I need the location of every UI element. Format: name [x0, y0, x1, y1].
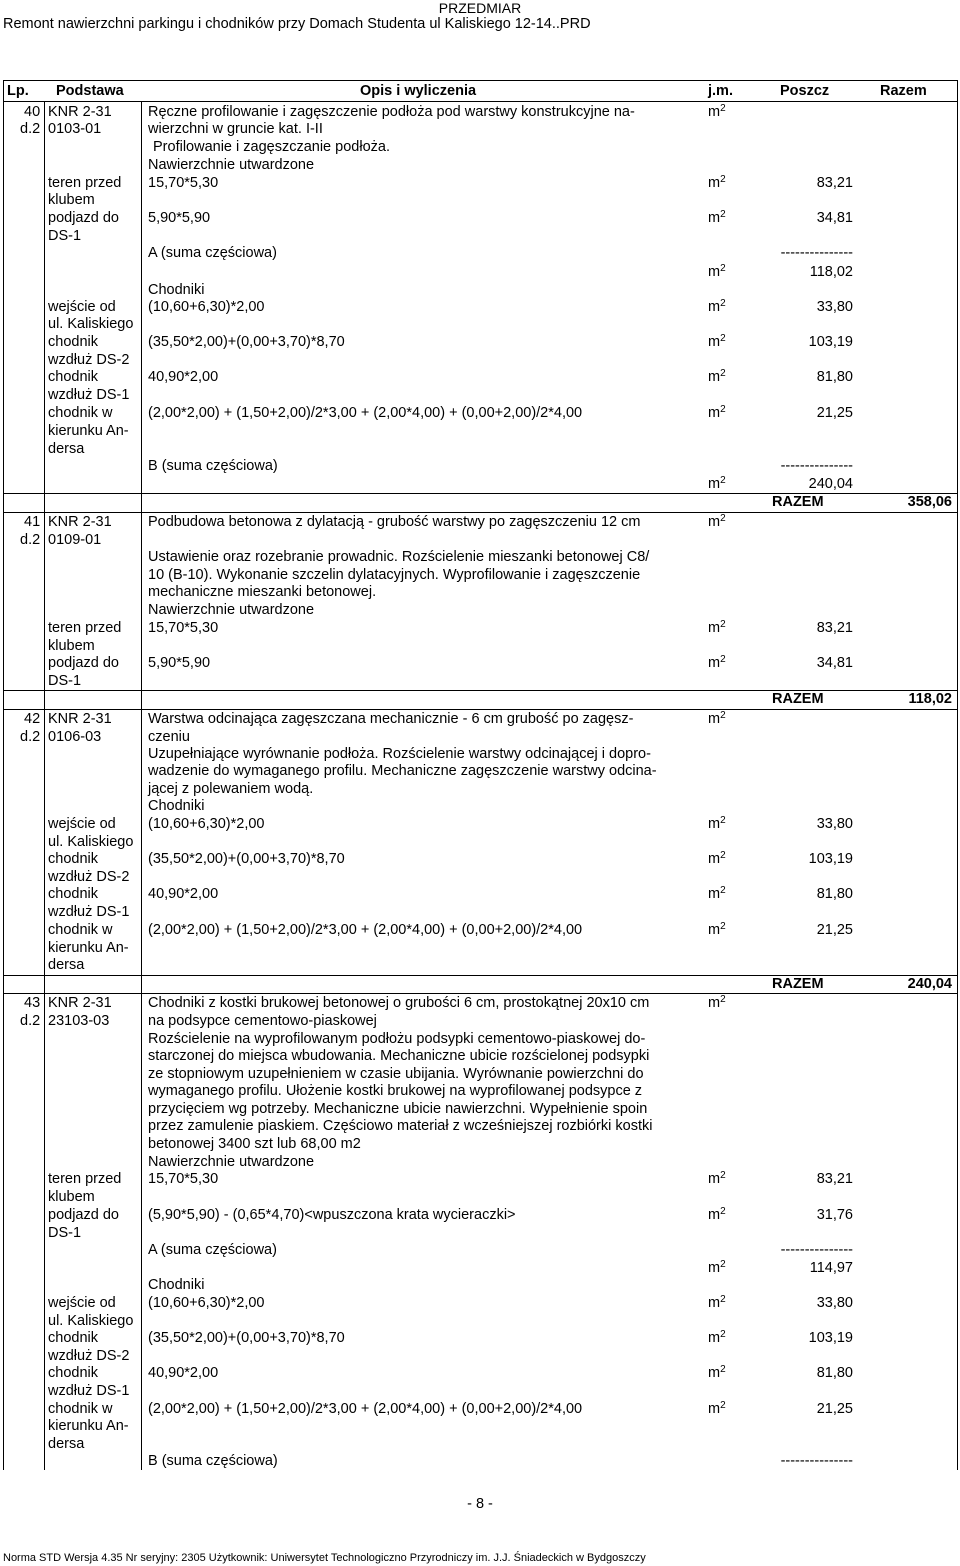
partial-value: 81,80 [816, 1365, 853, 1381]
partial-value: 21,25 [816, 1401, 853, 1417]
location-label: wzdłuż DS-2 [48, 352, 130, 368]
description: mechaniczne mieszanki betonowej. [148, 584, 377, 600]
calculation: 40,90*2,00 [148, 1365, 219, 1381]
description: Chodniki z kostki brukowej betonowej o grubości 6 cm, prostokątnej 20x10 cm [148, 995, 650, 1011]
subtotal-value: 240,04 [808, 476, 853, 492]
location-label: wejście od [48, 299, 116, 315]
subtotal-value: 114,97 [809, 1260, 853, 1276]
description: Profilowanie i zagęszczanie podłoża. [153, 139, 390, 155]
item-sub: d.2 [20, 121, 41, 137]
basis-number: 0103-01 [48, 121, 102, 137]
subtotal-label: B (suma częściowa) [148, 1453, 278, 1469]
total-value: 118,02 [908, 691, 952, 707]
col-header-podstawa: Podstawa [56, 83, 124, 99]
description: starczonej do miejsca wbudowania. Mechaniczne ubicie rozścielonej podsypki [148, 1048, 650, 1064]
unit-label: $m^2$ [708, 1400, 726, 1417]
partial-value: 21,25 [816, 922, 853, 938]
location-label: dersa [48, 957, 85, 973]
unit-label: $m^2$ [708, 850, 726, 867]
location-label: ul. Kaliskiego [48, 834, 134, 850]
item-number: 42 [24, 711, 41, 727]
location-label: teren przed [48, 1171, 122, 1187]
location-label: dersa [48, 441, 85, 457]
location-label: klubem [48, 1189, 95, 1205]
location-label: wzdłuż DS-1 [48, 904, 130, 920]
unit-label: $m^2$ [708, 475, 726, 492]
location-label: dersa [48, 1436, 85, 1452]
item-separator [3, 512, 958, 513]
subtotal-dashes: --------------- [780, 245, 853, 261]
location-label: chodnik w [48, 1401, 113, 1417]
calculation: 15,70*5,30 [148, 620, 219, 636]
document-title: Remont nawierzchni parkingu i chodników przy Domach Studenta ul Kaliskiego 12-14..PRD [3, 16, 591, 32]
unit-label: $m^2$ [708, 994, 726, 1011]
subtotal-dashes: --------------- [780, 1453, 853, 1469]
calculation: (10,60+6,30)*2,00 [148, 1295, 265, 1311]
location-label: chodnik [48, 369, 98, 385]
total-value: 240,04 [907, 976, 952, 992]
location-label: podjazd do [48, 210, 119, 226]
header-top-rule [3, 80, 958, 81]
item-number: 41 [24, 514, 41, 530]
partial-value: 83,21 [816, 1171, 853, 1187]
partial-value: 81,80 [816, 369, 853, 385]
description: na podsypce cementowo-piaskowej [148, 1013, 377, 1029]
partial-value: 103,19 [808, 851, 853, 867]
location-label: klubem [48, 192, 95, 208]
location-label: podjazd do [48, 655, 119, 671]
section-label: Chodniki [148, 1277, 205, 1293]
item-sub: d.2 [20, 729, 41, 745]
calculation: (35,50*2,00)+(0,00+3,70)*8,70 [148, 851, 345, 867]
unit-label: $m^2$ [708, 710, 726, 727]
right-border [957, 80, 958, 1470]
location-label: kierunku An- [48, 423, 129, 439]
calculation: (2,00*2,00) + (1,50+2,00)/2*3,00 + (2,00*4,00) + (0,00+2,00)/2*4,00 [148, 405, 583, 421]
item-separator [3, 709, 958, 710]
basis-code: KNR 2-31 [48, 104, 112, 120]
page-number: - 8 - [467, 1496, 493, 1512]
unit-label: $m^2$ [708, 1170, 726, 1187]
col-divider-lp [44, 101, 45, 1470]
description: Uzupełniające wyrównanie podłoża. Rozścielenie warstwy odcinającej i dopro- [148, 746, 651, 762]
col-divider-podstawa [141, 101, 142, 1470]
location-label: DS-1 [48, 673, 82, 689]
location-label: ul. Kaliskiego [48, 316, 134, 332]
calculation: (5,90*5,90) - (0,65*4,70)<wpuszczona krata wycieraczki> [148, 1207, 516, 1223]
total-value: 358,06 [907, 494, 952, 510]
partial-value: 103,19 [808, 334, 853, 350]
section-label: Chodniki [148, 798, 205, 814]
location-label: teren przed [48, 620, 122, 636]
description: wierzchni w gruncie kat. I-II [148, 121, 323, 137]
partial-value: 83,21 [816, 175, 853, 191]
location-label: chodnik [48, 334, 98, 350]
description: przez zamulenie piaskiem. Częściowo materiał z wcześniejszej rozbiórki kostki [148, 1118, 653, 1134]
description: betonowej 3400 szt lub 68,00 m2 [148, 1136, 361, 1152]
location-label: wzdłuż DS-1 [48, 387, 130, 403]
section-label: Nawierzchnie utwardzone [148, 602, 315, 618]
calculation: (35,50*2,00)+(0,00+3,70)*8,70 [148, 1330, 345, 1346]
location-label: wzdłuż DS-2 [48, 869, 130, 885]
calculation: (35,50*2,00)+(0,00+3,70)*8,70 [148, 334, 345, 350]
calculation: (2,00*2,00) + (1,50+2,00)/2*3,00 + (2,00*4,00) + (0,00+2,00)/2*4,00 [148, 1401, 583, 1417]
partial-value: 21,25 [816, 405, 853, 421]
location-label: wzdłuż DS-1 [48, 1383, 130, 1399]
unit-label: $m^2$ [708, 619, 726, 636]
unit-label: $m^2$ [708, 1329, 726, 1346]
item-number: 43 [24, 995, 41, 1011]
subtotal-dashes: --------------- [780, 1242, 853, 1258]
calculation: 15,70*5,30 [148, 1171, 219, 1187]
description: 10 (B-10). Wykonanie szczelin dylatacyjnych. Wyprofilowanie i zagęszczenie [148, 567, 641, 583]
col-header-razem: Razem [880, 83, 927, 99]
subtotal-label: A (suma częściowa) [148, 245, 277, 261]
subtotal-dashes: --------------- [780, 458, 853, 474]
total-label: RAZEM [772, 691, 824, 707]
total-label: RAZEM [772, 494, 824, 510]
subtotal-label: A (suma częściowa) [148, 1242, 277, 1258]
unit-label: $m^2$ [708, 1294, 726, 1311]
basis-code: KNR 2-31 [48, 711, 112, 727]
unit-label: $m^2$ [708, 333, 726, 350]
unit-label: $m^2$ [708, 368, 726, 385]
unit-label: $m^2$ [708, 885, 726, 902]
partial-value: 31,76 [816, 1207, 853, 1223]
unit-label: $m^2$ [708, 1364, 726, 1381]
basis-number: 0109-01 [48, 532, 102, 548]
calculation: (2,00*2,00) + (1,50+2,00)/2*3,00 + (2,00*4,00) + (0,00+2,00)/2*4,00 [148, 922, 583, 938]
location-label: chodnik w [48, 405, 113, 421]
location-label: wejście od [48, 816, 116, 832]
description: Ustawienie oraz rozebranie prowadnic. Rozścielenie mieszanki betonowej C8/ [148, 549, 650, 565]
col-header-opis: Opis i wyliczenia [360, 83, 477, 99]
document-type: PRZEDMIAR [438, 0, 522, 16]
col-header-lp: Lp. [7, 83, 29, 99]
location-label: teren przed [48, 175, 122, 191]
col-header-jm: j.m. [708, 83, 733, 99]
unit-label: $m^2$ [708, 815, 726, 832]
location-label: kierunku An- [48, 1418, 129, 1434]
description: Warstwa odcinająca zagęszczana mechanicznie - 6 cm grubość po zagęsz- [148, 711, 634, 727]
left-border [3, 80, 4, 1470]
location-label: chodnik [48, 1365, 98, 1381]
partial-value: 33,80 [816, 816, 853, 832]
location-label: wejście od [48, 1295, 116, 1311]
calculation: 5,90*5,90 [148, 655, 211, 671]
location-label: chodnik [48, 1330, 98, 1346]
location-label: ul. Kaliskiego [48, 1313, 134, 1329]
col-header-poszcz: Poszcz [780, 83, 830, 99]
subtotal-label: B (suma częściowa) [148, 458, 278, 474]
location-label: podjazd do [48, 1207, 119, 1223]
item-number: 40 [24, 104, 41, 120]
header-bottom-rule [3, 101, 958, 102]
unit-label: $m^2$ [708, 209, 726, 226]
location-label: DS-1 [48, 1225, 82, 1241]
location-label: chodnik w [48, 922, 113, 938]
location-label: kierunku An- [48, 940, 129, 956]
unit-label: $m^2$ [708, 513, 726, 530]
partial-value: 33,80 [816, 1295, 853, 1311]
description: jącej z polewaniem wodą. [148, 781, 314, 797]
calculation: 5,90*5,90 [148, 210, 211, 226]
description: wymaganego profilu. Ułożenie kostki brukowej na wyprofilowanej podsypce z [148, 1083, 643, 1099]
basis-number: 23103-03 [48, 1013, 110, 1029]
section-label: Nawierzchnie utwardzone [148, 1154, 315, 1170]
basis-code: KNR 2-31 [48, 995, 112, 1011]
calculation: 15,70*5,30 [148, 175, 219, 191]
description: przycięciem wg potrzeby. Mechaniczne ubicie nawierzchni. Wypełnienie spoin [148, 1101, 648, 1117]
calculation: 40,90*2,00 [148, 369, 219, 385]
location-label: chodnik [48, 851, 98, 867]
basis-code: KNR 2-31 [48, 514, 112, 530]
description: Rozścielenie na wyprofilowanym podłożu podsypki cementowo-piaskowej do- [148, 1031, 646, 1047]
basis-number: 0106-03 [48, 729, 102, 745]
section-label: Nawierzchnie utwardzone [148, 157, 315, 173]
section-label: Chodniki [148, 282, 205, 298]
item-separator [3, 993, 958, 994]
subtotal-value: 118,02 [809, 264, 853, 280]
location-label: wzdłuż DS-2 [48, 1348, 130, 1364]
unit-label: $m^2$ [708, 263, 726, 280]
location-label: klubem [48, 638, 95, 654]
unit-label: $m^2$ [708, 174, 726, 191]
description: ze stopniowym uzupełnieniem w czasie ubijania. Wyrównanie powierzchni do [148, 1066, 644, 1082]
unit-label: $m^2$ [708, 404, 726, 421]
description: czeniu [148, 729, 190, 745]
calculation: 40,90*2,00 [148, 886, 219, 902]
partial-value: 103,19 [808, 1330, 853, 1346]
partial-value: 83,21 [816, 620, 853, 636]
item-sub: d.2 [20, 1013, 41, 1029]
software-footer: Norma STD Wersja 4.35 Nr seryjny: 2305 Użytkownik: Uniwersytet Technologiczno Przyrodniczy im. J.J. Śniadeckich w Bydgoszczy [3, 1552, 646, 1564]
total-label: RAZEM [772, 976, 824, 992]
location-label: chodnik [48, 886, 98, 902]
item-sub: d.2 [20, 532, 41, 548]
description: Ręczne profilowanie i zagęszczenie podłoża pod warstwy konstrukcyjne na- [148, 104, 635, 120]
location-label: DS-1 [48, 228, 82, 244]
partial-value: 81,80 [816, 886, 853, 902]
description: wadzenie do wymaganego profilu. Mechaniczne zagęszczenie warstwy odcina- [148, 763, 657, 779]
unit-label: $m^2$ [708, 654, 726, 671]
unit-label: $m^2$ [708, 1259, 726, 1276]
description: Podbudowa betonowa z dylatacją - grubość warstwy po zagęszczeniu 12 cm [148, 514, 641, 530]
unit-label: $m^2$ [708, 298, 726, 315]
unit-label: $m^2$ [708, 103, 726, 120]
partial-value: 34,81 [816, 210, 853, 226]
calculation: (10,60+6,30)*2,00 [148, 299, 265, 315]
unit-label: $m^2$ [708, 921, 726, 938]
partial-value: 33,80 [816, 299, 853, 315]
unit-label: $m^2$ [708, 1206, 726, 1223]
partial-value: 34,81 [816, 655, 853, 671]
calculation: (10,60+6,30)*2,00 [148, 816, 265, 832]
